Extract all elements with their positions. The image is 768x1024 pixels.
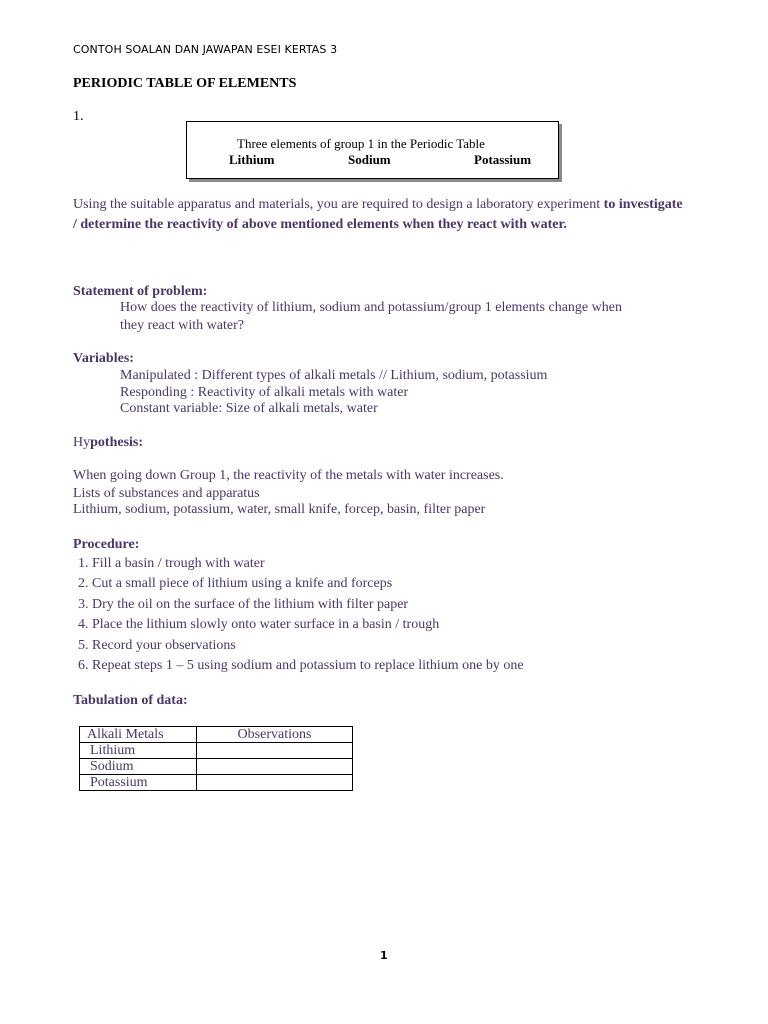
procedure-step: 6. Repeat steps 1 – 5 using sodium and potassium to replace lithium one by one xyxy=(78,658,524,673)
table-cell-observation xyxy=(197,759,353,775)
table-header-alkali-metals: Alkali Metals xyxy=(80,727,197,743)
task-instruction xyxy=(73,195,688,235)
table-cell-observation xyxy=(197,775,353,791)
page-title: PERIODIC TABLE OF ELEMENTS xyxy=(73,76,297,91)
tabulation-heading: Tabulation of data: xyxy=(73,693,188,708)
task-instruction-plain: Using the suitable apparatus and materials, you are required to design a laboratory experiment xyxy=(73,197,604,212)
element-sodium: Sodium xyxy=(348,152,391,167)
procedure-step: 3. Dry the oil on the surface of the lithium with filter paper xyxy=(78,597,409,612)
table-header-observations: Observations xyxy=(197,727,353,743)
problem-line-1: How does the reactivity of lithium, sodium and potassium/group 1 elements change when xyxy=(120,300,622,315)
procedure-step: 5. Record your observations xyxy=(78,638,236,653)
elements-box xyxy=(186,121,559,179)
hypothesis-heading-bold: pothesis: xyxy=(90,435,144,450)
variables-heading: Variables: xyxy=(73,351,134,366)
table-header-row xyxy=(80,727,353,743)
variable-responding: Responding : Reactivity of alkali metals with water xyxy=(120,385,409,400)
table-cell-metal: Sodium xyxy=(80,759,197,775)
procedure-step: 1. Fill a basin / trough with water xyxy=(78,556,265,571)
hypothesis-heading-plain: Hy xyxy=(73,435,91,450)
table-cell-metal: Potassium xyxy=(80,775,197,791)
element-potassium: Potassium xyxy=(474,152,532,167)
task-instruction-bold: to investigate / determine the reactivity of above mentioned elements when they react with water. xyxy=(73,197,683,232)
elements-box-heading: Three elements of group 1 in the Periodic Table xyxy=(237,136,485,151)
table-cell-observation xyxy=(197,743,353,759)
element-lithium: Lithium xyxy=(229,152,275,167)
data-table xyxy=(79,726,353,791)
question-number: 1. xyxy=(73,109,84,124)
problem-heading: Statement of problem: xyxy=(73,284,208,299)
procedure-step: 2. Cut a small piece of lithium using a knife and forceps xyxy=(78,576,393,591)
table-row xyxy=(80,775,353,791)
procedure-step: 4. Place the lithium slowly onto water surface in a basin / trough xyxy=(78,617,440,632)
table-row xyxy=(80,759,353,775)
hypothesis-heading xyxy=(73,435,143,451)
hypothesis-text: When going down Group 1, the reactivity of the metals with water increases. xyxy=(73,468,504,483)
page-number: 1 xyxy=(380,949,388,962)
materials-label: Lists of substances and apparatus xyxy=(73,486,260,501)
materials-list: Lithium, sodium, potassium, water, small knife, forcep, basin, filter paper xyxy=(73,502,486,517)
variable-constant: Constant variable: Size of alkali metals, water xyxy=(120,401,378,416)
problem-line-2: they react with water? xyxy=(120,318,244,333)
variable-manipulated: Manipulated : Different types of alkali metals // Lithium, sodium, potassium xyxy=(120,368,548,383)
table-row xyxy=(80,743,353,759)
procedure-heading: Procedure: xyxy=(73,537,140,552)
table-cell-metal: Lithium xyxy=(80,743,197,759)
document-header: CONTOH SOALAN DAN JAWAPAN ESEI KERTAS 3 xyxy=(73,43,338,56)
